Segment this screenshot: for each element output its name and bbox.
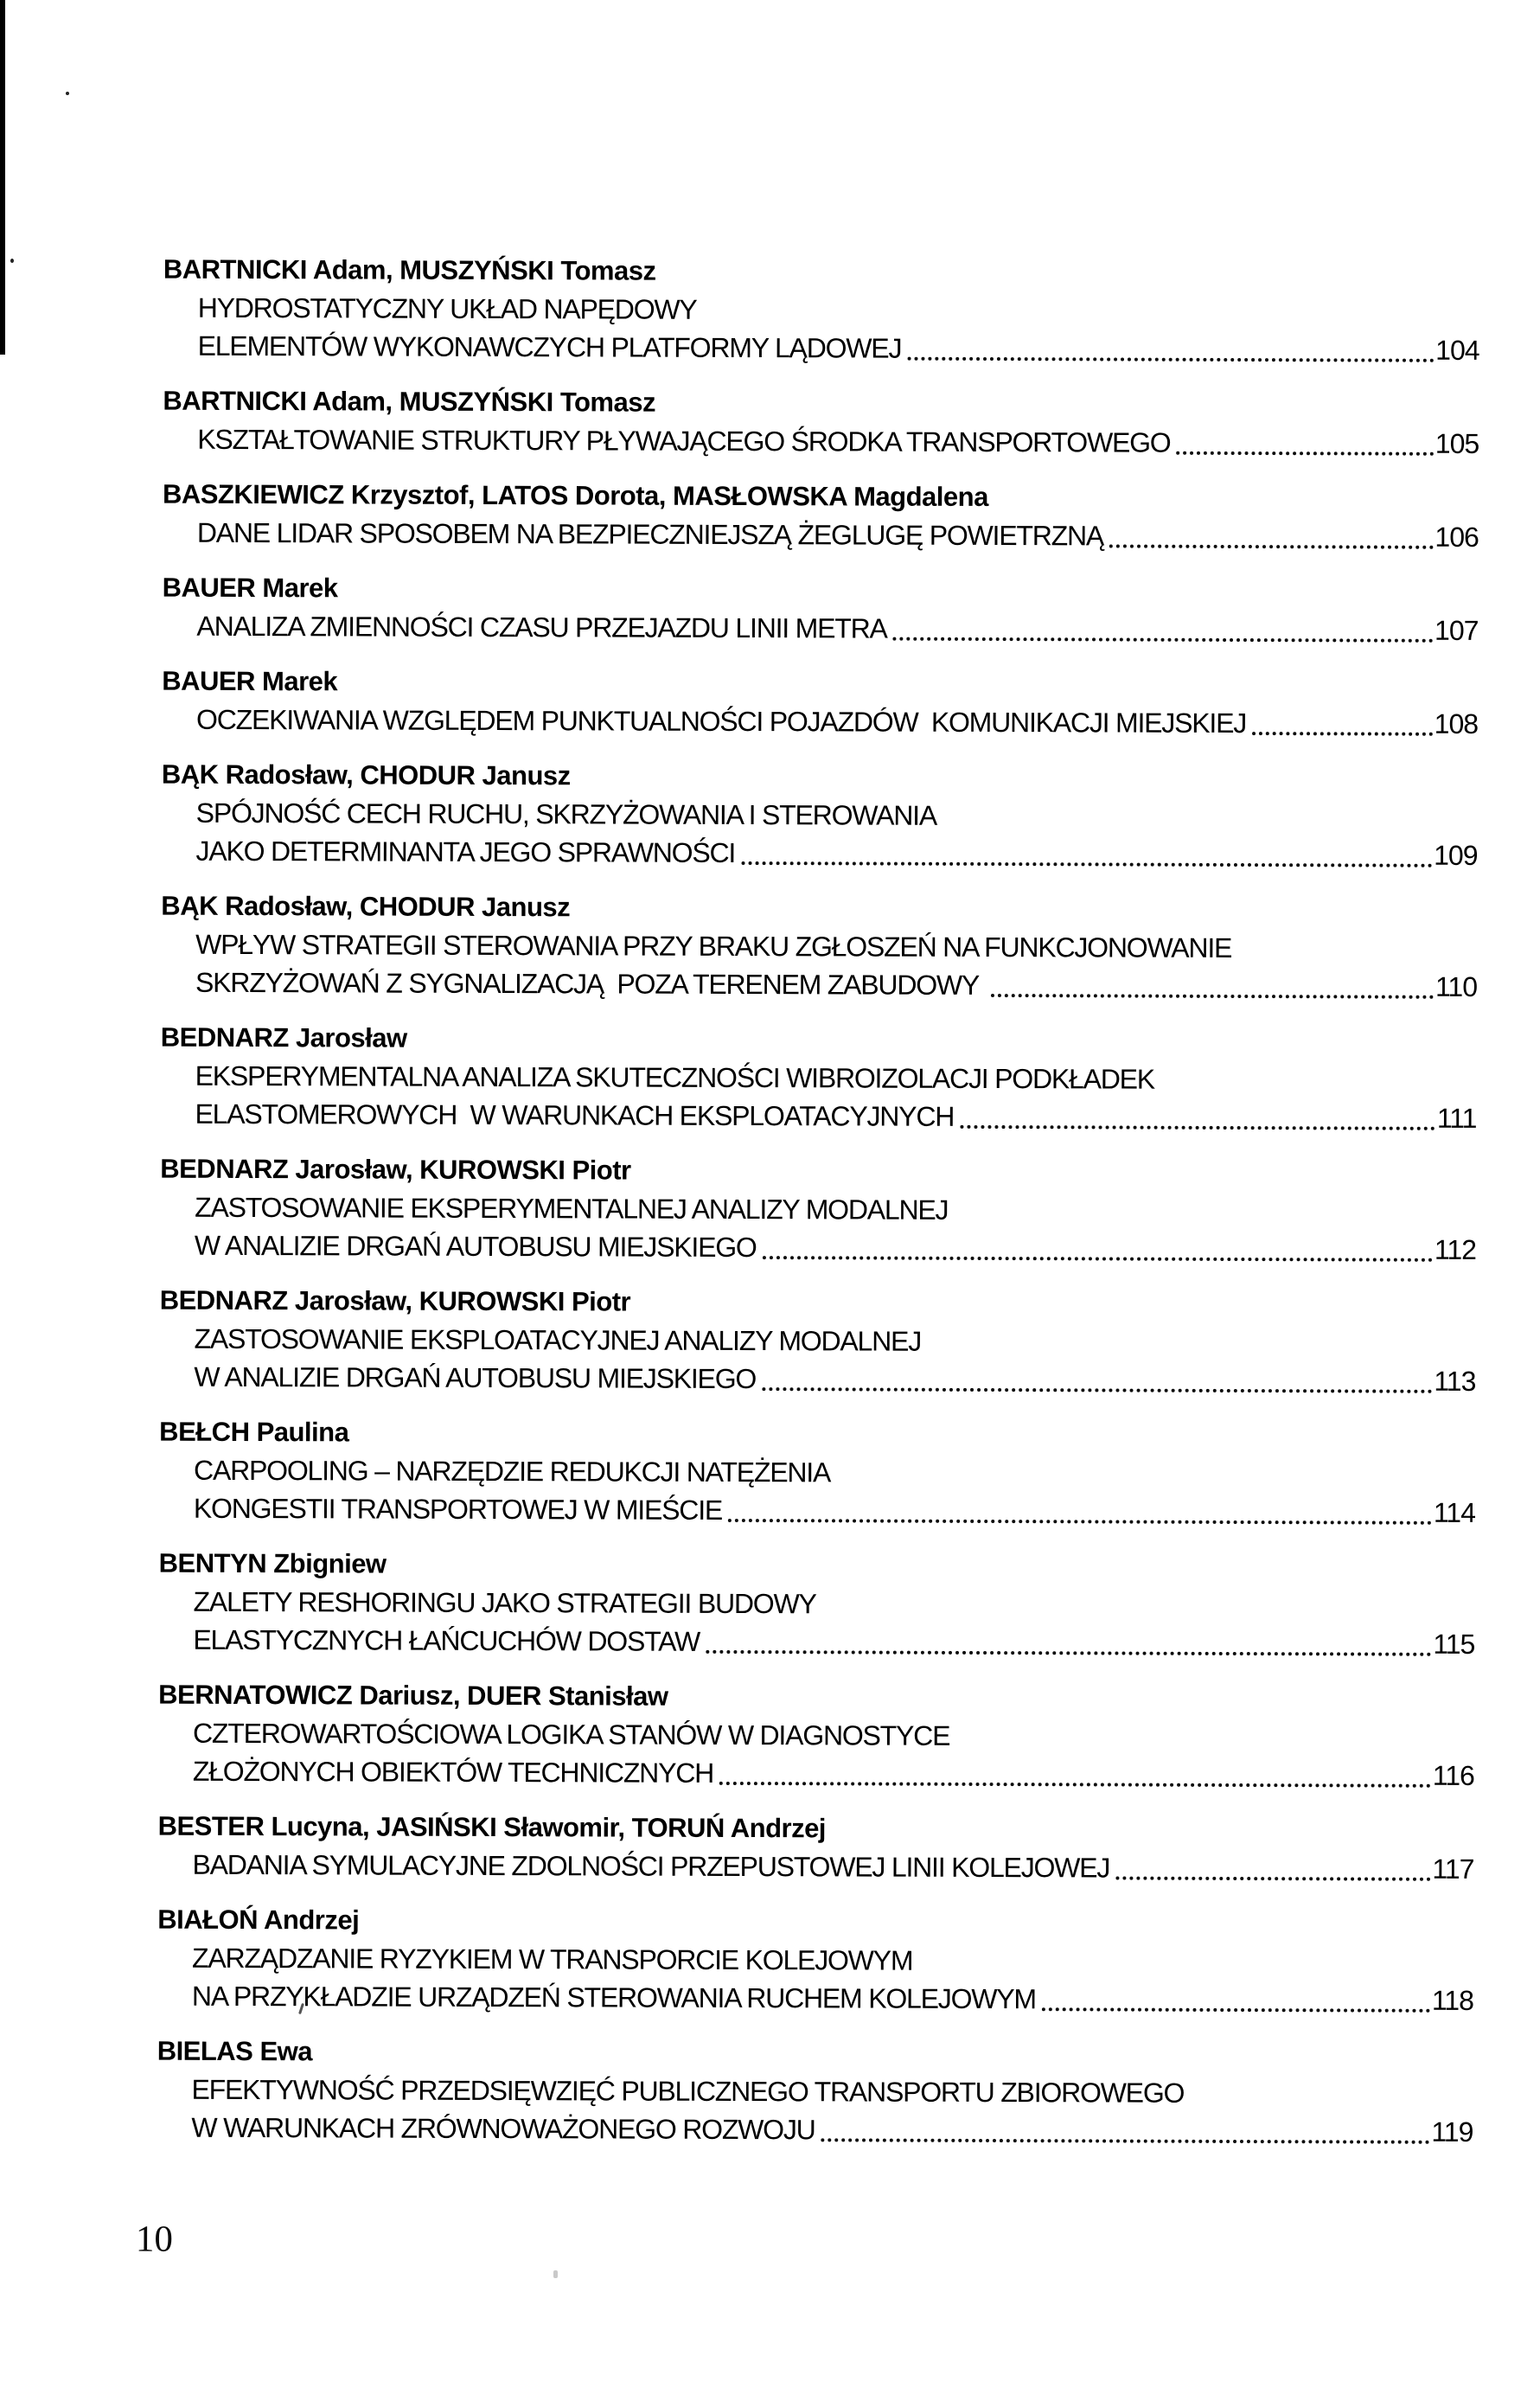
toc-entry-title-row bbox=[162, 607, 1478, 650]
toc-entry-page-number: 107 bbox=[1435, 614, 1479, 646]
toc-entry bbox=[160, 1150, 1476, 1269]
toc-entry bbox=[158, 1545, 1474, 1663]
toc-entry bbox=[160, 1019, 1476, 1137]
toc-entry-title-line: KSZTAŁTOWANIE STRUKTURY PŁYWAJĄCEGO ŚRODKA TRANSPORTOWEGO bbox=[197, 423, 1171, 458]
toc-entry-title-row bbox=[159, 1489, 1475, 1532]
dot-leader bbox=[1176, 451, 1433, 456]
toc-entry-title-line: ZALETY RESHORINGU JAKO STRATEGII BUDOWY bbox=[193, 1585, 816, 1620]
toc-entry-title-line: JAKO DETERMINANTA JEGO SPRAWNOŚCI bbox=[195, 835, 736, 868]
toc-entry-title-line: CZTEROWARTOŚCIOWA LOGIKA STANÓW W DIAGNOSTYCE bbox=[192, 1717, 950, 1751]
toc-entry-page-number: 118 bbox=[1431, 1984, 1473, 2016]
toc-entry-title-row bbox=[157, 2109, 1473, 2151]
dot-leader bbox=[821, 2138, 1430, 2143]
toc-entry bbox=[162, 663, 1478, 743]
toc-entry-title-row bbox=[157, 1846, 1473, 1888]
toc-entry-title-line: HYDROSTATYCZNY UKŁAD NAPĘDOWY bbox=[197, 291, 697, 325]
dot-leader bbox=[991, 994, 1434, 999]
toc-entry-title-line: NA PRZYKŁADZIE URZĄDZEŃ STEROWANIA RUCHEM KOLEJOWYM bbox=[191, 1980, 1036, 2015]
toc-entry bbox=[157, 1808, 1473, 1888]
toc-entry-title-line: BADANIA SYMULACYJNE ZDOLNOŚCI PRZEPUSTOWEJ LINII KOLEJOWEJ bbox=[192, 1848, 1110, 1884]
toc-entry bbox=[163, 251, 1479, 369]
toc-entry-title-line: ZASTOSOWANIE EKSPLOATACYJNEJ ANALIZY MODALNEJ bbox=[194, 1322, 922, 1357]
toc-entry-page-number: 106 bbox=[1435, 521, 1479, 553]
toc-entry-page-number: 119 bbox=[1431, 2116, 1473, 2148]
toc-entry-title-line: SPÓJNOŚĆ CECH RUCHU, SKRZYŻOWANIA I STEROWANIA bbox=[195, 797, 937, 831]
toc-entry-title-line: ELEMENTÓW WYKONAWCZYCH PLATFORMY LĄDOWEJ bbox=[197, 330, 902, 364]
toc-entry-page-number: 115 bbox=[1433, 1628, 1475, 1660]
toc-entry bbox=[162, 569, 1478, 650]
toc-entry-authors: BEDNARZ Jarosław, KUROWSKI Piotr bbox=[159, 1284, 631, 1317]
dot-leader bbox=[1115, 1877, 1430, 1881]
dot-leader bbox=[960, 1125, 1435, 1130]
toc-entry-page-number: 105 bbox=[1435, 427, 1479, 459]
toc-entry-page-number: 116 bbox=[1432, 1759, 1474, 1791]
toc-entry-page-number: 113 bbox=[1434, 1365, 1476, 1397]
toc-entry bbox=[157, 1901, 1473, 2020]
dot-leader bbox=[1252, 732, 1433, 736]
toc-entry-title-row bbox=[162, 701, 1478, 743]
toc-entry bbox=[163, 382, 1479, 463]
toc-entry-title-line: ELASTYCZNYCH ŁAŃCUCHÓW DOSTAW bbox=[193, 1623, 700, 1657]
toc-entry-title-line: CARPOOLING – NARZĘDZIE REDUKCJI NATĘŻENIA bbox=[194, 1454, 831, 1488]
toc-entry-title-line: EFEKTYWNOŚĆ PRZEDSIĘWZIĘĆ PUBLICZNEGO TRANSPORTU ZBIOROWEGO bbox=[191, 2073, 1185, 2109]
toc-entry-page-number: 111 bbox=[1436, 1102, 1477, 1134]
toc-entry-authors: BEDNARZ Jarosław, KUROWSKI Piotr bbox=[160, 1153, 631, 1186]
toc-entry-title-row bbox=[159, 1358, 1475, 1400]
toc-entry-title-line: DANE LIDAR SPOSOBEM NA BEZPIECZNIEJSZĄ ŻEGLUGĘ POWIETRZNĄ bbox=[196, 516, 1104, 552]
dot-leader bbox=[1042, 2007, 1430, 2013]
toc-entry-title-line: ZASTOSOWANIE EKSPERYMENTALNEJ ANALIZY MODALNEJ bbox=[195, 1191, 949, 1226]
toc-entry-authors: BERNATOWICZ Dariusz, DUER Stanisław bbox=[158, 1679, 668, 1712]
toc-entry-authors: BEDNARZ Jarosław bbox=[160, 1021, 407, 1053]
toc-entry-authors: BENTYN Zbigniew bbox=[158, 1547, 387, 1579]
dot-leader bbox=[741, 861, 1432, 867]
toc-entry bbox=[158, 1676, 1474, 1795]
dot-leader bbox=[719, 1782, 1431, 1788]
toc-entry-page-number: 110 bbox=[1435, 970, 1478, 1002]
toc-entry-title-line: SKRZYŻOWAŃ Z SYGNALIZACJĄ POZA TERENEM ZABUDOWY bbox=[195, 966, 986, 1001]
toc-entry-authors: BIELAS Ewa bbox=[157, 2035, 313, 2067]
page-number: 10 bbox=[135, 2218, 174, 2260]
toc-entry-title-line: W ANALIZIE DRGAŃ AUTOBUSU MIEJSKIEGO bbox=[194, 1360, 757, 1395]
toc-entry-title-row bbox=[163, 327, 1479, 369]
toc-entry-title-line: ELASTOMEROWYCH W WARUNKACH EKSPLOATACYJNYCH bbox=[195, 1098, 955, 1132]
toc-entry-authors: BAUER Marek bbox=[162, 665, 338, 697]
toc-entry-title-line: W WARUNKACH ZRÓWNOWAŻONEGO ROZWOJU bbox=[191, 2111, 815, 2146]
toc-entry-page-number: 109 bbox=[1434, 839, 1478, 871]
toc-entry-title-row bbox=[161, 963, 1477, 1006]
toc-entry-authors: BĄK Radosław, CHODUR Janusz bbox=[161, 759, 571, 791]
dot-leader bbox=[763, 1256, 1433, 1262]
toc-entry bbox=[159, 1413, 1475, 1532]
dot-leader bbox=[762, 1387, 1432, 1393]
toc-entry-title-row bbox=[158, 1621, 1474, 1663]
dot-leader bbox=[893, 637, 1433, 643]
toc-entry-title-line: ANALIZA ZMIENNOŚCI CZASU PRZEJAZDU LINII METRA bbox=[196, 610, 887, 644]
toc-entry-authors: BESTER Lucyna, JASIŃSKI Sławomir, TORUŃ Andrzej bbox=[157, 1810, 827, 1844]
dot-leader bbox=[907, 357, 1434, 362]
toc-entry-title-row bbox=[158, 1752, 1474, 1795]
toc-entry-authors: BASZKIEWICZ Krzysztof, LATOS Dorota, MASŁOWSKA Magdalena bbox=[162, 478, 988, 512]
toc-entry-authors: BARTNICKI Adam, MUSZYŃSKI Tomasz bbox=[163, 253, 656, 286]
toc-entry-authors: BEŁCH Paulina bbox=[159, 1416, 349, 1448]
toc-entry-title-row bbox=[160, 1226, 1476, 1269]
dot-leader bbox=[1109, 544, 1433, 548]
toc-entry-title-row bbox=[160, 1095, 1476, 1137]
toc-entry-title-line: OCZEKIWANIA WZGLĘDEM PUNKTUALNOŚCI POJAZDÓW KOMUNIKACJI MIEJSKIEJ bbox=[196, 703, 1247, 739]
toc-entry-title-row bbox=[163, 420, 1479, 463]
toc-entry bbox=[161, 756, 1477, 874]
toc-entry-title-row bbox=[161, 832, 1477, 874]
toc-entry-title-line: WPŁYW STRATEGII STEROWANIA PRZY BRAKU ZGŁOSZEŃ NA FUNKCJONOWANIE bbox=[195, 928, 1232, 963]
toc-entry-authors: BAUER Marek bbox=[162, 572, 338, 604]
toc-entry-page-number: 114 bbox=[1433, 1496, 1475, 1528]
toc-entry-title-row bbox=[157, 1977, 1473, 2020]
toc-list bbox=[157, 251, 1479, 2151]
toc-entry-title-line: EKSPERYMENTALNA ANALIZA SKUTECZNOŚCI WIBROIZOLACJI PODKŁADEK bbox=[195, 1059, 1155, 1095]
toc-entry-page-number: 104 bbox=[1435, 334, 1479, 366]
toc-entry bbox=[157, 2033, 1473, 2151]
toc-entry-page-number: 112 bbox=[1434, 1233, 1477, 1265]
toc-entry-title-row bbox=[163, 514, 1479, 556]
toc-entry bbox=[163, 476, 1479, 556]
toc-entry-title-line: ZARZĄDZANIE RYZYKIEM W TRANSPORCIE KOLEJOWYM bbox=[192, 1942, 913, 1976]
dot-leader bbox=[706, 1650, 1431, 1656]
toc-entry-authors: BARTNICKI Adam, MUSZYŃSKI Tomasz bbox=[163, 385, 656, 418]
toc-entry bbox=[159, 1282, 1475, 1400]
toc-entry-title-line: W ANALIZIE DRGAŃ AUTOBUSU MIEJSKIEGO bbox=[194, 1229, 757, 1264]
toc-entry-authors: BĄK Radosław, CHODUR Janusz bbox=[161, 890, 571, 923]
toc-entry-page-number: 117 bbox=[1432, 1853, 1474, 1885]
toc-entry bbox=[161, 887, 1477, 1006]
toc-entry-authors: BIAŁOŃ Andrzej bbox=[157, 1904, 360, 1936]
scan-speck bbox=[553, 2270, 558, 2278]
dot-leader bbox=[728, 1519, 1432, 1525]
toc-entry-page-number: 108 bbox=[1434, 707, 1479, 739]
toc-entry-title-line: ZŁOŻONYCH OBIEKTÓW TECHNICZNYCH bbox=[192, 1755, 714, 1789]
toc-entry-title-line: KONGESTII TRANSPORTOWEJ W MIEŚCIE bbox=[193, 1492, 723, 1526]
